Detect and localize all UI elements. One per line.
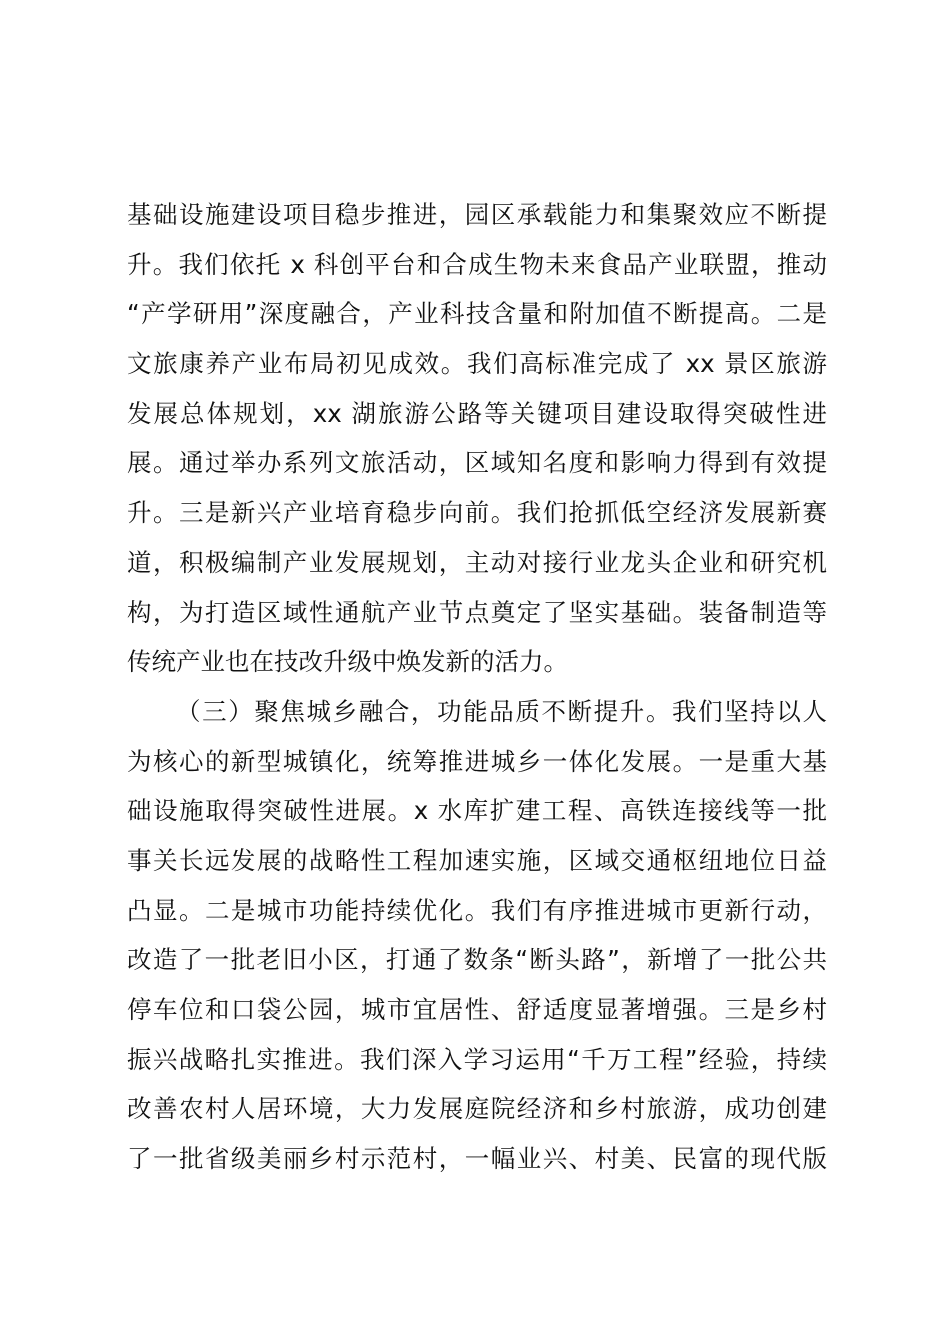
text-line: 发展总体规划，xx 湖旅游公路等关键项目建设取得突破性进 xyxy=(127,398,827,428)
text-line: 传统产业也在技改升级中焕发新的活力。 xyxy=(127,647,568,677)
text-line: “产学研用”深度融合，产业科技含量和附加值不断提高。二是 xyxy=(127,299,827,329)
text-line: 振兴战略扎实推进。我们深入学习运用“千万工程”经验，持续 xyxy=(127,1044,827,1074)
text-line: 改造了一批老旧小区，打通了数条“断头路”，新增了一批公共 xyxy=(127,945,827,975)
paragraph-1 xyxy=(127,190,827,687)
text-line: 道，积极编制产业发展规划，主动对接行业龙头企业和研究机 xyxy=(127,547,827,577)
text-line: 停车位和口袋公园，城市宜居性、舒适度显著增强。三是乡村 xyxy=(127,995,827,1024)
document-body xyxy=(127,190,827,1184)
text-line: 基础设施建设项目稳步推进，园区承载能力和集聚效应不断提 xyxy=(127,200,827,229)
paragraph-2 xyxy=(127,687,827,1184)
section-heading-line: （三）聚焦城乡融合，功能品质不断提升。我们坚持以人 xyxy=(176,696,827,726)
text-line: 文旅康养产业布局初见成效。我们高标准完成了 xx 景区旅游 xyxy=(127,349,827,379)
text-line: 升。三是新兴产业培育稳步向前。我们抢抓低空经济发展新赛 xyxy=(127,498,827,528)
text-line: 事关长远发展的战略性工程加速实施，区域交通枢纽地位日益 xyxy=(127,845,827,875)
text-line: 了一批省级美丽乡村示范村，一幅业兴、村美、民富的现代版 xyxy=(127,1144,827,1174)
text-line: 础设施取得突破性进展。x 水库扩建工程、高铁连接线等一批 xyxy=(127,796,827,826)
text-line: 升。我们依托 x 科创平台和合成生物未来食品产业联盟，推动 xyxy=(127,249,827,279)
text-line: 凸显。二是城市功能持续优化。我们有序推进城市更新行动， xyxy=(127,895,827,925)
text-line: 构，为打造区域性通航产业节点奠定了坚实基础。装备制造等 xyxy=(127,597,827,627)
text-line: 展。通过举办系列文旅活动，区域知名度和影响力得到有效提 xyxy=(127,448,827,478)
text-line: 改善农村人居环境，大力发展庭院经济和乡村旅游，成功创建 xyxy=(127,1094,827,1124)
text-line: 为核心的新型城镇化，统筹推进城乡一体化发展。一是重大基 xyxy=(127,746,827,776)
